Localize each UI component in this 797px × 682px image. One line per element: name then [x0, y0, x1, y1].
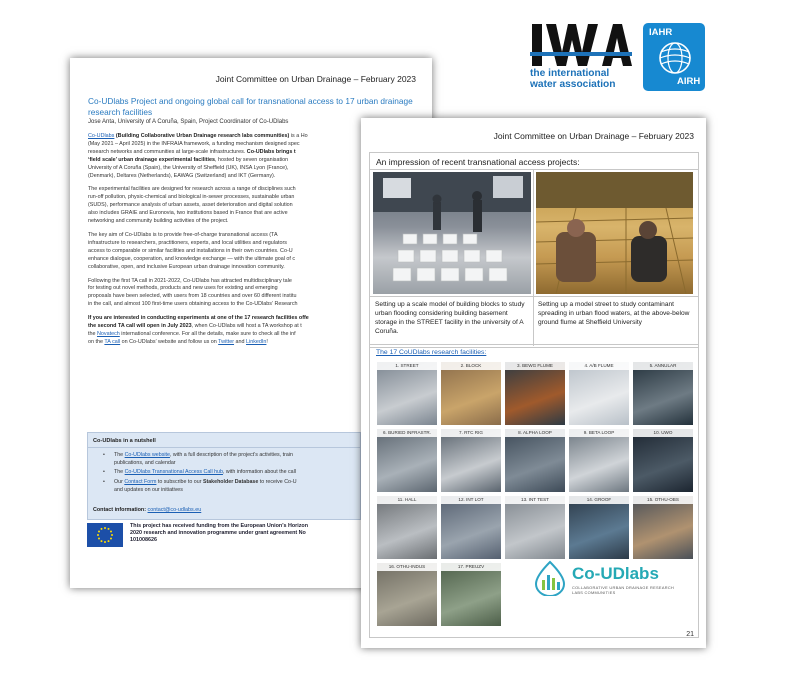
- nutshell-title: Co-UDlabs in a nutshell: [93, 438, 156, 444]
- facility-label: 15. OTHU-OBS: [633, 496, 693, 504]
- facility-label: 11. HALL: [377, 496, 437, 504]
- iahr-logo: IAHR AIRH: [643, 23, 705, 91]
- page-number: 21: [686, 631, 694, 638]
- facility-label: 9. BETA LOOP: [569, 429, 629, 437]
- funding-statement: This project has received funding from the European Union’s Horizon 2020 research and innovation programme under grant agreement No 101008626: [130, 523, 309, 543]
- facility-tile: [633, 429, 693, 492]
- article-title: Co-UDlabs Project and ongoing global call for transnational access to 17 urban drainage research facilities: [88, 96, 413, 117]
- document-page-2: [361, 118, 706, 648]
- facility-label: 10. UWO: [633, 429, 693, 437]
- facility-tile: [569, 496, 629, 559]
- iwa-name: the international water association: [530, 68, 616, 90]
- co-udlabs-logo-icon: [532, 560, 568, 596]
- caption-model-street: Setting up a model street to study contaminant spreading in urban flood waters, at the above-below ground flume at Sheffield University: [538, 301, 690, 326]
- list-item: • Our Contact Form to subscribe to our Stakeholder Database to receive Co-U and updates on our initiatives: [98, 479, 356, 494]
- facility-label: 13. INT TEST: [505, 496, 565, 504]
- facility-tile: [377, 496, 437, 559]
- article-author: Jose Anta, University of A Coruña, Spain, Project Coordinator of Co-UDlabs: [88, 119, 289, 125]
- facility-label: 5. ANNULAR: [633, 362, 693, 370]
- facility-label: 6. BURIED INFRASTR.: [377, 429, 437, 437]
- facility-label: 4. A/B FLUME: [569, 362, 629, 370]
- twitter-link[interactable]: Twitter: [218, 338, 235, 345]
- impression-title: An impression of recent transnational access projects:: [376, 157, 580, 167]
- ta-call-link[interactable]: TA call: [104, 338, 121, 345]
- facility-tile: [441, 362, 501, 425]
- facility-label: 2. BLOCK: [441, 362, 501, 370]
- co-udlabs-link[interactable]: Co-UDlabs: [88, 133, 115, 139]
- facility-label: 12. INT LOT: [441, 496, 501, 504]
- facility-label: 17. PREUZV: [441, 563, 501, 571]
- facility-tile: [505, 496, 565, 559]
- co-udlabs-logo-name: Co-UDlabs: [572, 564, 659, 583]
- list-item: • The Co-UDlabs website, with a full description of the project’s activities, train publications, and calendar: [98, 452, 356, 467]
- nutshell-list: [98, 452, 356, 497]
- facility-tile: [505, 429, 565, 492]
- eu-flag-icon: [87, 523, 123, 547]
- facility-tile: [633, 496, 693, 559]
- paragraph-3: The key aim of Co-UDlabs is to provide free-of-charge transnational access (TA infrastructure to researchers, practitioners, experts, and local utilities and regulators access to comparable or similar facilities and installations in their own countries. Co-U enhance dialogue, cooperation, and knowledge exchange — with the ultimate goal of c collaborative, open, and inclusive European urban drainage innovation community.: [88, 231, 296, 270]
- contact-email-link[interactable]: contact@co-udlabs.eu: [147, 507, 202, 513]
- facility-tile: [569, 429, 629, 492]
- co-udlabs-logo-subtitle: COLLABORATIVE URBAN DRAINAGE RESEARCH LABS COMMUNITIES: [572, 585, 675, 595]
- facility-label: 3. BEWG FLUME: [505, 362, 565, 370]
- photo-scale-model-image: [373, 172, 531, 294]
- page-2-header: Joint Committee on Urban Drainage – February 2023: [493, 131, 694, 141]
- caption-scale-model: Setting up a scale model of building blocks to study urban flooding considering building basement storage in the STREET facility in the university of A Coruña.: [375, 301, 525, 335]
- article-body: [88, 133, 356, 353]
- facility-tile: [569, 362, 629, 425]
- facility-tile: [377, 563, 437, 626]
- facilities-title[interactable]: The 17 CoUDlabs research facilities:: [376, 349, 487, 356]
- nutshell-box: [87, 432, 361, 520]
- contact-info: Contact information: contact@co-udlabs.eu: [93, 507, 202, 513]
- linkedin-link[interactable]: LinkedIn: [246, 338, 267, 345]
- project-full-name: (Building Collaborative Urban Drainage research labs communities): [115, 133, 290, 139]
- globe-icon: [657, 40, 693, 76]
- list-item: • The Co-UDlabs Transnational Access Call hub, with information about the call: [98, 469, 356, 477]
- facility-tile: [633, 362, 693, 425]
- paragraph-5: If you are interested in conducting experiments at one of the 17 research facilities offe the second TA call will open in July 2023, when Co-UDlabs will host a TA workshop at t the Novatech international conference. For all the details, make sure to check all the inf on the TA call on Co-UDlabs’ website and follow us on Twitter and LinkedIn!: [88, 315, 309, 345]
- paragraph-1: Co-UDlabs (Building Collaborative Urban Drainage research labs communities) is a Ho (May 2021 – April 2025) in the INFRAIA framework, a funding mechanism designed spec research networks and communities at large-scale infrastructures. Co-UDlabs brings t ‘field scale’ urban drainage experimental facilities, hosted by seven organisation University of A Coruña (Spain), the University of Sheffield (UK), INSA Lyon (France), (Denmark), Deltares (Netherlands), EAWAG (Switzerland) and IKT (Germany).: [88, 133, 308, 179]
- contact-form-link[interactable]: Contact Form: [124, 479, 157, 486]
- facility-label: 14. GROOF: [569, 496, 629, 504]
- website-link[interactable]: Co-UDlabs website: [124, 452, 170, 458]
- facility-tile: [505, 362, 565, 425]
- facility-label: 8. ALPHA LOOP: [505, 429, 565, 437]
- facility-label: 7. RTC RIG: [441, 429, 501, 437]
- page-1-header: Joint Committee on Urban Drainage – February 2023: [215, 74, 416, 84]
- call-hub-link[interactable]: Co-UDlabs Transnational Access Call hub: [124, 469, 223, 476]
- photo-model-street-image: [536, 172, 693, 294]
- paragraph-2: The experimental facilities are designed for research across a range of disciplines such run-off pollution, physic-chemical and biological in-sewer processes, sustainable urban (SUDS), performance analysis of urban assets, asset deterioration and digital solution also includes GRAIE and Euronovia, two institutions based in France that are active networking and community building activities of the project.: [88, 186, 296, 225]
- facility-tile: [441, 429, 501, 492]
- facility-label: 16. OTHU-INDUS: [377, 563, 437, 571]
- facility-label: 1. STREET: [377, 362, 437, 370]
- impression-box: [369, 152, 699, 348]
- novatech-link[interactable]: Novatech: [97, 330, 120, 337]
- facility-tile: [441, 496, 501, 559]
- paragraph-4: Following the first TA call in 2021-2022, Co-UDlabs has attracted multidisciplinary tale for testing out novel methods, products and new uses for existing and emerging proposals have been selected, with users from 18 countries and over 60 different institu in the call, and almost 100 first-time users obtaining access to the Co-UDlabs’ Research: [88, 277, 298, 308]
- facility-tile: [441, 563, 501, 626]
- facility-tile: [377, 429, 437, 492]
- facility-tile: [377, 362, 437, 425]
